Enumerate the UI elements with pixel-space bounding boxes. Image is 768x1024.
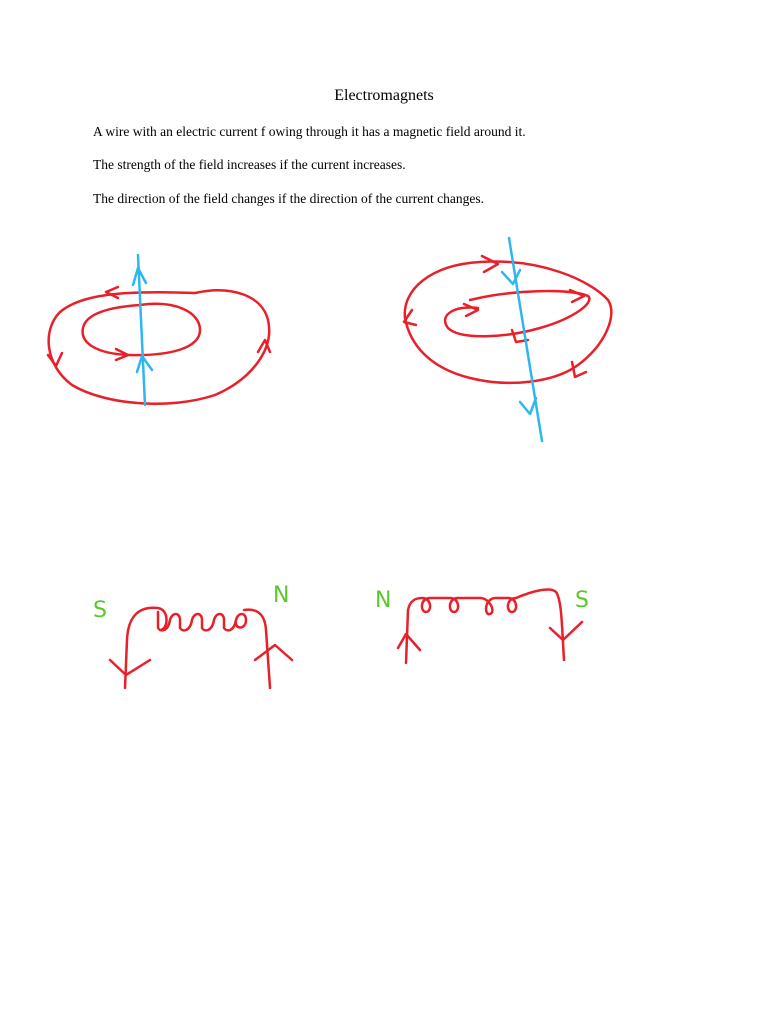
pole-label-n: N (375, 588, 392, 613)
coil-winding (125, 608, 270, 688)
current-arrow-bottom (520, 398, 536, 414)
pole-label-s: S (93, 598, 107, 623)
coil-diagram-right (375, 588, 589, 663)
coil-diagram-left (93, 583, 292, 688)
page-title: Electromagnets (334, 87, 434, 104)
inner-arrow-right (570, 290, 584, 302)
outer-arrow-top (482, 256, 498, 272)
pole-label-n: N (273, 583, 290, 608)
current-arrow-left (110, 660, 150, 675)
pole-label-s: S (575, 588, 589, 613)
paragraph-2: The strength of the field increases if the current increases. (93, 157, 406, 172)
inner-arrow-left (464, 304, 478, 316)
paragraph-1: A wire with an electric current f owing through it has a magnetic field around it. (93, 124, 526, 139)
outer-field-loop (49, 290, 270, 403)
field-diagram-upward-current (48, 255, 270, 405)
paragraph-3: The direction of the field changes if the direction of the current changes. (93, 191, 484, 206)
current-arrow-right (550, 622, 582, 640)
coil-winding (406, 590, 564, 663)
field-diagram-downward-current (404, 238, 611, 441)
current-arrow-left (398, 634, 420, 650)
outer-arrow-top (106, 287, 118, 298)
current-arrow-right (255, 645, 292, 660)
inner-field-loop (445, 291, 589, 336)
